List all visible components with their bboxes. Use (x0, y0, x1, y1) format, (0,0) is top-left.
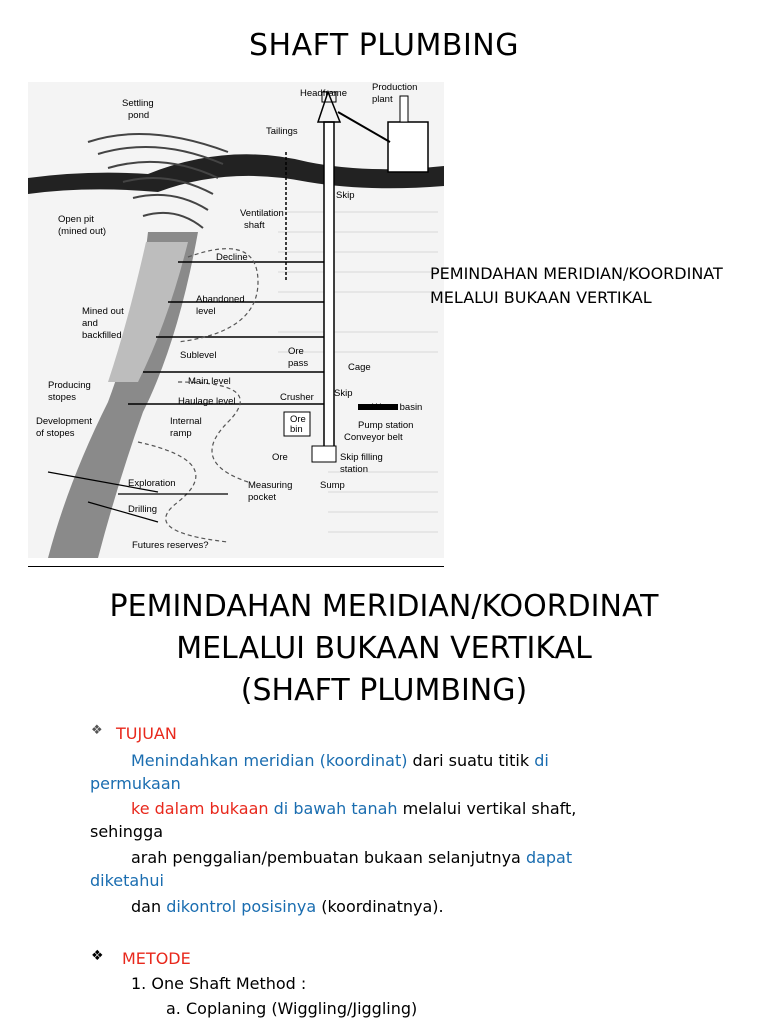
label-development-1: Development (36, 416, 92, 427)
page-title-top: SHAFT PLUMBING (249, 28, 519, 63)
label-tailings: Tailings (266, 126, 298, 137)
tujuan-line-6: diketahui (90, 871, 164, 890)
section-title (0, 586, 768, 712)
label-production-plant-2: plant (372, 94, 393, 105)
label-settling-pond-2: pond (128, 110, 150, 121)
metode-item-1a: a. Coplaning (Wiggling/Jiggling) (166, 999, 418, 1018)
label-exploration: Exploration (128, 478, 176, 489)
divider (28, 566, 444, 567)
label-production-plant-1: Production (372, 82, 418, 93)
label-measuring-1: Measuring (248, 480, 293, 491)
label-ore-pass-1: Ore (288, 346, 304, 357)
label-ore-bin-1: Ore (290, 414, 306, 425)
label-cage: Cage (348, 362, 371, 373)
diamond-bullet-icon: ❖ (91, 723, 103, 738)
label-decline: Decline (216, 252, 248, 263)
label-ventilation-1: Ventilation (240, 208, 284, 219)
tujuan-line-3: ke dalam bukaan di bawah tanah melalui vertikal shaft, (131, 799, 577, 818)
side-text-line2: MELALUI BUKAAN VERTIKAL (430, 288, 652, 307)
label-futures: Futures reserves? (132, 540, 209, 551)
label-skip-filling-1: Skip filling (340, 452, 383, 463)
label-abandoned-1: Abandoned (196, 294, 245, 305)
label-ore: Ore (272, 452, 288, 463)
label-producing-1: Producing (48, 380, 91, 391)
label-headframe: Headframe (300, 88, 347, 99)
label-conveyor-belt: Conveyor belt (344, 432, 403, 443)
label-sublevel: Sublevel (180, 350, 217, 361)
diamond-bullet-icon: ❖ (91, 948, 104, 964)
tujuan-line-2: permukaan (90, 774, 181, 793)
side-text-line1: PEMINDAHAN MERIDIAN/KOORDINAT (430, 264, 723, 283)
metode-item-1: 1. One Shaft Method : (131, 974, 307, 993)
label-skip-mid: Skip (334, 388, 353, 399)
label-internal-ramp-2: ramp (170, 428, 192, 439)
tujuan-line-5: arah penggalian/pembuatan bukaan selanjutnya dapat (131, 848, 573, 867)
label-ore-pass-2: pass (288, 358, 309, 369)
label-open-pit-1: Open pit (58, 214, 94, 225)
label-settling-pond-1: Settling (122, 98, 154, 109)
metode-label: METODE (122, 949, 191, 968)
label-abandoned-2: level (196, 306, 216, 317)
label-skip-filling-2: station (340, 464, 368, 475)
label-crusher: Crusher (280, 392, 314, 403)
label-sump: Sump (320, 480, 345, 491)
label-ore-bin-2: bin (290, 424, 303, 435)
label-mined-out-2: and (82, 318, 98, 329)
label-water-basin: Water basin (372, 402, 423, 413)
label-development-2: of stopes (36, 428, 75, 439)
label-skip-top: Skip (336, 190, 355, 201)
label-main-level: Main level (188, 376, 231, 387)
label-internal-ramp-1: Internal (170, 416, 202, 427)
label-pump-station: Pump station (358, 420, 414, 431)
section-title-line2: MELALUI BUKAAN VERTIKAL (176, 631, 592, 666)
label-producing-2: stopes (48, 392, 76, 403)
label-ventilation-2: shaft (244, 220, 265, 231)
label-drilling: Drilling (128, 504, 158, 515)
label-haulage-level: Haulage level (178, 396, 236, 407)
mine-diagram (28, 82, 444, 558)
side-text (430, 262, 723, 310)
label-measuring-2: pocket (248, 492, 276, 503)
section-title-line3: (SHAFT PLUMBING) (240, 673, 528, 708)
tujuan-line-1: Menindahkan meridian (koordinat) dari suatu titik di (131, 751, 549, 770)
label-mined-out-3: backfilled (82, 330, 122, 341)
tujuan-line-4: sehingga (90, 822, 164, 841)
section-title-line1: PEMINDAHAN MERIDIAN/KOORDINAT (109, 589, 659, 624)
label-open-pit-2: (mined out) (58, 226, 107, 237)
label-mined-out-1: Mined out (82, 306, 124, 317)
tujuan-label: TUJUAN (116, 724, 177, 743)
tujuan-line-7: dan dikontrol posisinya (koordinatnya). (131, 897, 444, 916)
